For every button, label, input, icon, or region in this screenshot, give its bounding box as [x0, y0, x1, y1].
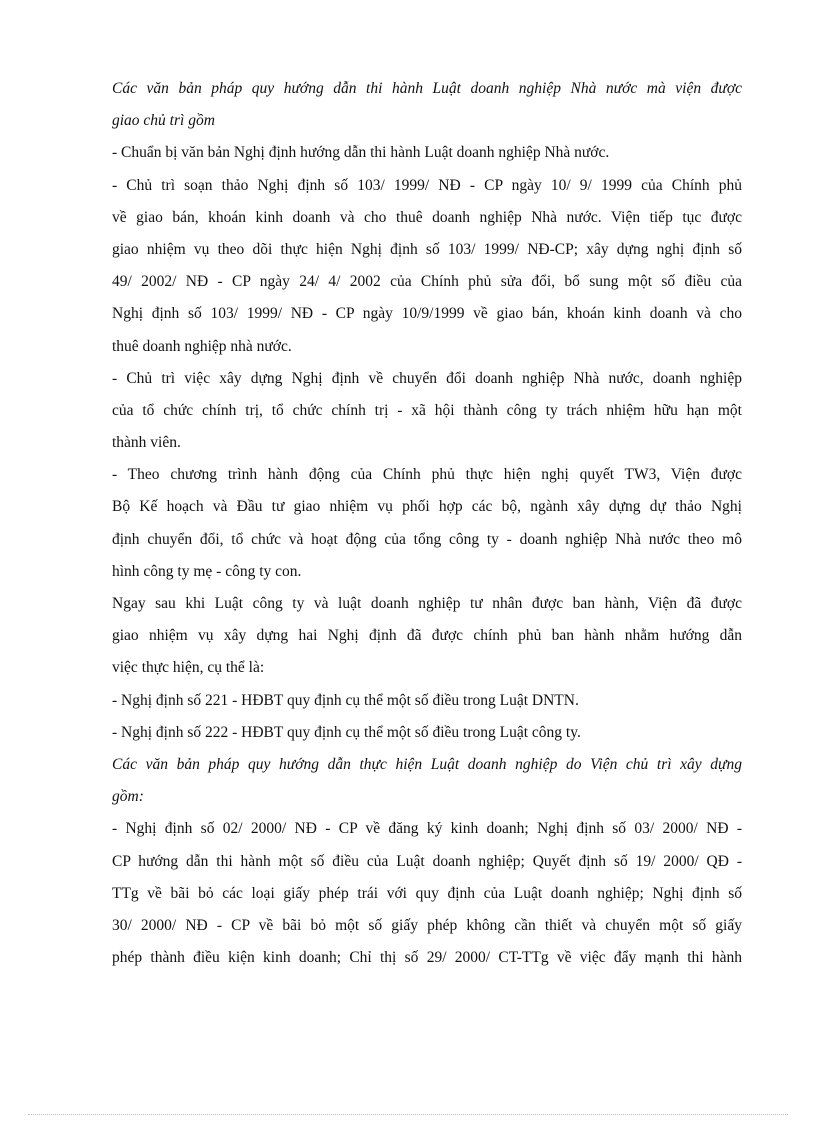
- text-line: 30/ 2000/ NĐ - CP về bãi bỏ một số giấy phép không cần thiết và chuyển một số giấy: [112, 916, 742, 934]
- text-line: - Chuẩn bị văn bản Nghị định hướng dẫn thi hành Luật doanh nghiệp Nhà nước.: [112, 144, 610, 162]
- text-line: giao nhiệm vụ theo dõi thực hiện Nghị định số 103/ 1999/ NĐ-CP; xây dựng nghị định số: [112, 240, 742, 258]
- text-line: Nghị định số 103/ 1999/ NĐ - CP ngày 10/9/1999 về giao bán, khoán kinh doanh và cho: [112, 305, 742, 323]
- text-line: - Nghị định số 221 - HĐBT quy định cụ thể một số điều trong Luật DNTN.: [112, 691, 579, 709]
- text-line: việc thực hiện, cụ thể là:: [112, 659, 265, 677]
- text-line: thành viên.: [112, 434, 181, 452]
- text-line: hình công ty mẹ - công ty con.: [112, 562, 302, 580]
- text-line: giao chủ trì gồm: [112, 112, 215, 130]
- document-body: [112, 73, 742, 974]
- text-line: gồm:: [112, 788, 144, 806]
- text-line: - Nghị định số 222 - HĐBT quy định cụ thể một số điều trong Luật công ty.: [112, 723, 581, 741]
- text-line: TTg về bãi bỏ các loại giấy phép trái với quy định của Luật doanh nghiệp; Nghị định số: [112, 884, 742, 902]
- text-line: Các văn bản pháp quy hướng dẫn thi hành Luật doanh nghiệp Nhà nước mà viện được: [112, 80, 742, 97]
- text-line: phép thành điều kiện kinh doanh; Chỉ thị số 29/ 2000/ CT-TTg về việc đẩy mạnh thi hành: [112, 949, 742, 967]
- text-line: CP hướng dẫn thi hành một số điều của Luật doanh nghiệp; Quyết định số 19/ 2000/ QĐ -: [112, 852, 742, 870]
- text-line: định chuyển đổi, tổ chức và hoạt động của tổng công ty - doanh nghiệp Nhà nước theo mô: [112, 530, 742, 548]
- text-line: của tổ chức chính trị, tổ chức chính trị - xã hội thành công ty trách nhiệm hữu hạn một: [112, 401, 742, 419]
- text-line: 49/ 2002/ NĐ - CP ngày 24/ 4/ 2002 của Chính phủ sửa đổi, bổ sung một số điều của: [112, 273, 742, 291]
- text-line: Bộ Kế hoạch và Đầu tư giao nhiệm vụ phối hợp các bộ, ngành xây dựng dự thảo Nghị: [112, 498, 742, 516]
- text-line: thuê doanh nghiệp nhà nước.: [112, 337, 292, 355]
- text-line: Ngay sau khi Luật công ty và luật doanh nghiệp tư nhân được ban hành, Viện đã được: [112, 595, 742, 612]
- text-line: - Nghị định số 02/ 2000/ NĐ - CP về đăng ký kinh doanh; Nghị định số 03/ 2000/ NĐ -: [112, 820, 742, 838]
- text-line: - Theo chương trình hành động của Chính phủ thực hiện nghị quyết TW3, Viện được: [112, 466, 742, 484]
- text-line: - Chủ trì việc xây dựng Nghị định về chuyển đổi doanh nghiệp Nhà nước, doanh nghiệp: [112, 369, 742, 387]
- text-line: về giao bán, khoán kinh doanh và cho thuê doanh nghiệp Nhà nước. Viện tiếp tục được: [112, 208, 742, 226]
- page-bottom-divider: [28, 1114, 788, 1115]
- text-line: - Chủ trì soạn thảo Nghị định số 103/ 1999/ NĐ - CP ngày 10/ 9/ 1999 của Chính phủ: [112, 176, 742, 194]
- text-line: Các văn bản pháp quy hướng dẫn thực hiện Luật doanh nghiệp do Viện chủ trì xây dựng: [112, 755, 742, 773]
- text-line: giao nhiệm vụ xây dựng hai Nghị định đã được chính phủ ban hành nhằm hướng dẫn: [112, 627, 742, 645]
